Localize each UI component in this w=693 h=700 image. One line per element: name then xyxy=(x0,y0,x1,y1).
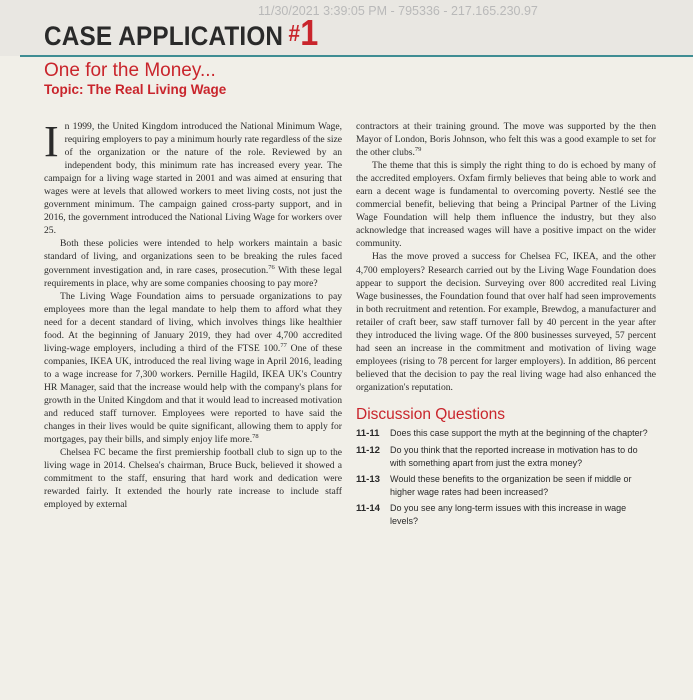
question-number: 11-11 xyxy=(356,428,380,440)
footnote-77: 77 xyxy=(280,341,287,349)
question-item xyxy=(356,444,656,469)
question-text: Do you think that the reported increase in motivation has to do with something apart from just the extra money? xyxy=(390,445,638,468)
question-number: 11-13 xyxy=(356,474,381,486)
question-number: 11-12 xyxy=(356,445,381,457)
discussion-title: Discussion Questions xyxy=(356,405,506,423)
question-number: 11-14 xyxy=(356,503,381,515)
paragraph-5-text: contractors at their training ground. The move was supported by the then Mayor of London, Boris Johnson, who felt this was a good example to set for the other clubs. xyxy=(356,121,656,159)
case-title-hash: # xyxy=(288,20,301,46)
question-text: Do you see any long-term issues with this increase in wage levels? xyxy=(390,503,627,526)
watermark: 11/30/2021 3:39:05 PM - 795336 - 217.165.230.97 xyxy=(258,4,538,18)
question-item xyxy=(356,502,656,527)
case-title xyxy=(44,12,318,54)
paragraph-1 xyxy=(44,117,342,237)
case-number: 1 xyxy=(300,12,319,53)
footnote-78: 78 xyxy=(252,432,259,440)
paragraph-2 xyxy=(44,237,342,289)
drop-cap: I xyxy=(44,117,59,166)
question-item xyxy=(356,473,656,498)
paragraph-2-text-a: Both these policies were intended to help workers maintain a basic standard of living, and organizations seen to be breaking the rules faced government investigation and, in rare cases, prosecution. xyxy=(44,238,342,276)
paragraph-3-text-a: The Living Wage Foundation aims to persuade organizations to pay employees more than the legal mandate to help them to afford what they need for a decent standard of living, which involves things like healthier food. At the beginning of January 2019, they had over 4,700 accredited living-wage employers, including a third of the FTSE 100. xyxy=(44,290,342,354)
footnote-79: 79 xyxy=(414,145,422,153)
header-rule xyxy=(20,55,693,57)
question-item xyxy=(356,427,656,440)
paragraph-6: The theme that this is simply the right thing to do is echoed by many of the accredited employers. Oxfam firmly believes that being able to work and earn a decent wage is fundamental to overcoming poverty. Nestlé see the commercial benefit, believing that being a Principal Partner of the Living Wage Foundation will help them influence the industry, but they also acknowledge that increased wages will have a positive impact on the wider community. xyxy=(356,160,656,250)
left-column xyxy=(44,117,342,511)
paragraph-3-text-b: One of these companies, IKEA UK, introduced the real living wage in April 2016, leading to a wage increase for 7,300 workers. Pernille Hagild, IKEA UK's Country HR Manager, said that the increase would help with the company's plans for growth in the United Kingdom and that it would lead to increased motivation and reduced staff turnover. Employees were reported to have said the changes in their lives would be quite significant, allowing them to apply for mortgages, pay their bills, and simply enjoy life more. xyxy=(44,342,342,446)
paragraph-7: Has the move proved a success for Chelsea FC, IKEA, and the other 4,700 employers? Research carried out by the Living Wage Foundation does appear to support the decision. Surveying over 800 accredited real Living Wage businesses, the Foundation found that over half had seen improvements in both recruitment and retention. For example, Brewdog, a manufacturer and retailer of craft beer, saw staff turnover fall by 40 percent in the year after they introduced the living wage. Of the 800 businesses surveyed, 57 percent had seen an increase in the commitment and motivation of living wage employees (rising to 78 percent for larger employers). In addition, 86 percent believed that the decision to pay the real living wage had also enhanced the organization's reputation. xyxy=(356,251,656,393)
case-topic: Topic: The Real Living Wage xyxy=(44,82,227,97)
case-title-text: CASE APPLICATION xyxy=(44,21,284,51)
case-subtitle: One for the Money... xyxy=(44,60,216,81)
paragraph-5 xyxy=(356,120,656,159)
paragraph-4: Chelsea FC became the first premiership football club to sign up to the living wage in 2014. Chelsea's chairman, Bruce Buck, believed it showed a commitment to the staff, ensuring that hard work and dedication were rewarded fairly. It extended the hourly rate increase to include staff employed by external xyxy=(44,447,342,511)
paragraph-1-text: n 1999, the United Kingdom introduced the National Minimum Wage, requiring employers to pay a minimum hourly rate regardless of the size of the organization or the nature of the role. Reviewed by an independent body, this minimum rate has increased every year. The campaign for a living wage started in 2001 and was aimed at ensuring that wages were at levels that allowed workers to meet living costs, not just the government minimum. The campaign gained cross-party support, and in 2016, the government introduced the National Living Wage for workers over 25. xyxy=(44,121,342,237)
paragraph-3 xyxy=(44,290,342,447)
right-column xyxy=(356,120,656,531)
question-text: Does this case support the myth at the beginning of the chapter? xyxy=(390,428,648,439)
footnote-76: 76 xyxy=(268,263,275,271)
question-text: Would these benefits to the organization be seen if middle or higher wage rates had been increased? xyxy=(390,474,632,497)
paragraph-2-text-b: With these legal requirements in place, why are some companies choosing to pay more? xyxy=(44,264,342,289)
